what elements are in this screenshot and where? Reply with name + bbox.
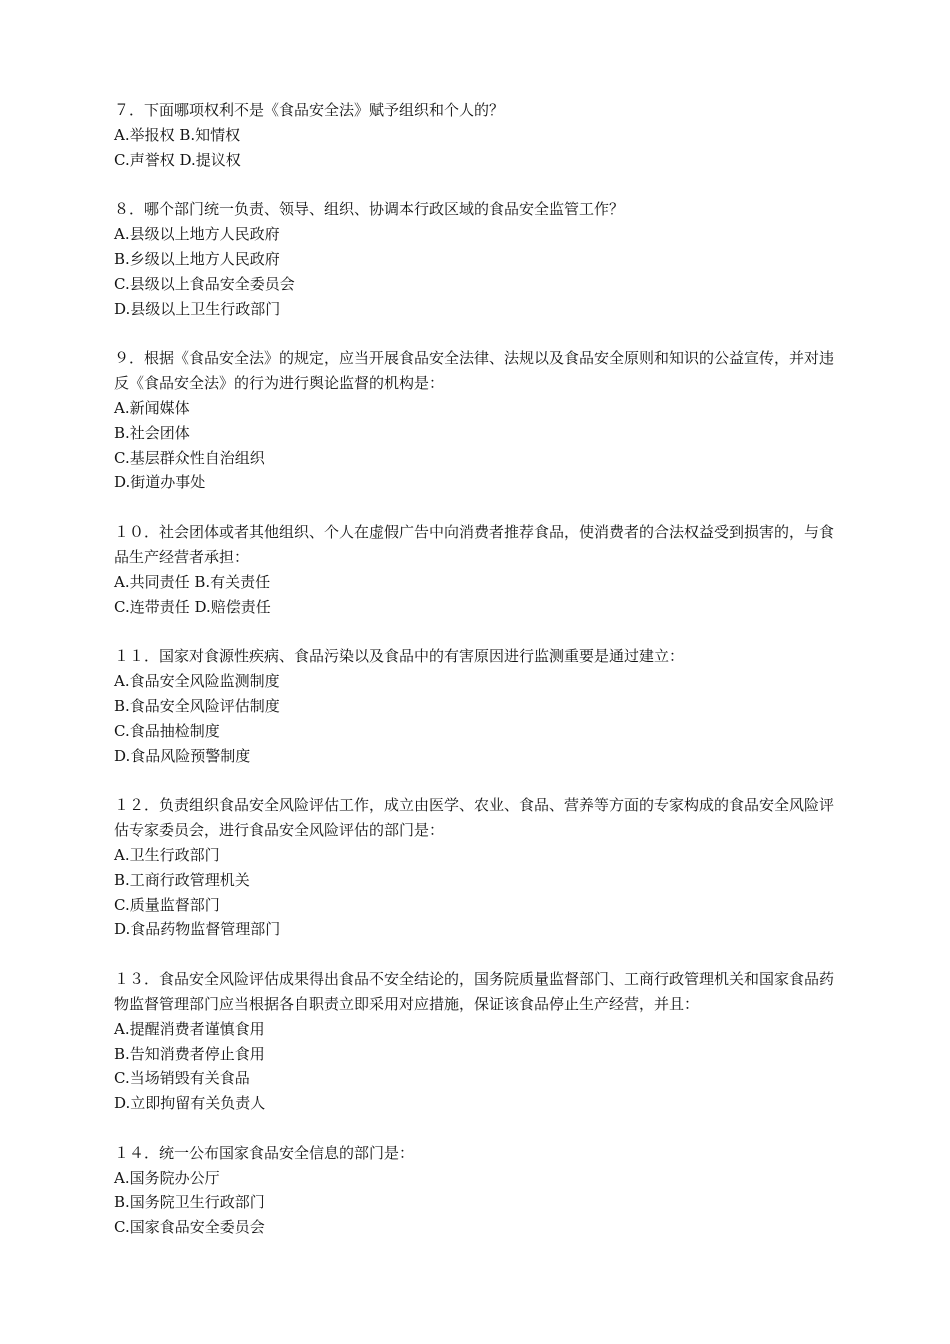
question-13	[114, 967, 844, 1116]
option-line: D.立即拘留有关负责人	[114, 1094, 266, 1113]
question-10	[114, 520, 844, 619]
option-line: B.乡级以上地方人民政府	[114, 249, 280, 268]
option-line: B.工商行政管理机关	[114, 870, 250, 889]
question-7	[114, 98, 844, 172]
option-line: C.县级以上食品安全委员会	[114, 274, 295, 293]
option-line: C.基层群众性自治组织	[114, 448, 265, 467]
document-page	[114, 98, 844, 1265]
option-line: C.当场销毁有关食品	[114, 1069, 250, 1088]
question-stem: ８．哪个部门统一负责、领导、组织、协调本行政区域的食品安全监管工作？	[114, 200, 625, 219]
option-line: A.提醒消费者谨慎食用	[114, 1019, 265, 1038]
question-stem: １４．统一公布国家食品安全信息的部门是：	[114, 1143, 415, 1162]
option-line: B.食品安全风险评估制度	[114, 696, 280, 715]
option-line: A.共同责任 B.有关责任	[114, 572, 271, 591]
question-9	[114, 346, 844, 495]
option-line: B.国务院卫生行政部门	[114, 1193, 265, 1212]
option-line: B.社会团体	[114, 423, 190, 442]
option-line: B.告知消费者停止食用	[114, 1044, 265, 1063]
option-line: C.国家食品安全委员会	[114, 1218, 265, 1237]
question-12	[114, 793, 844, 942]
option-line: D.食品风险预警制度	[114, 746, 251, 765]
option-line: C.声誉权 D.提议权	[114, 150, 241, 169]
option-line: C.质量监督部门	[114, 895, 220, 914]
question-stem: １３．食品安全风险评估成果得出食品不安全结论的，国务院质量监督部门、工商行政管理机关和国家食品药物监督管理部门应当根据各自职责立即采用对应措施，保证该食品停止生产经营，并且：	[114, 970, 835, 1013]
option-line: A.县级以上地方人民政府	[114, 225, 280, 244]
question-stem: １０．社会团体或者其他组织、个人在虚假广告中向消费者推荐食品，使消费者的合法权益受到损害的，与食品生产经营者承担：	[114, 523, 835, 566]
question-8	[114, 197, 844, 321]
question-stem: １１．国家对食源性疾病、食品污染以及食品中的有害原因进行监测重要是通过建立：	[114, 647, 685, 666]
option-line: D.县级以上卫生行政部门	[114, 299, 281, 318]
option-line: A.食品安全风险监测制度	[114, 672, 280, 691]
question-11	[114, 644, 844, 768]
option-line: C.食品抽检制度	[114, 721, 220, 740]
option-line: A.新闻媒体	[114, 398, 190, 417]
option-line: A.国务院办公厅	[114, 1168, 220, 1187]
question-14	[114, 1141, 844, 1240]
option-line: C.连带责任 D.赔偿责任	[114, 597, 271, 616]
option-line: A.举报权 B.知情权	[114, 125, 241, 144]
option-line: D.街道办事处	[114, 473, 206, 492]
question-stem: １２．负责组织食品安全风险评估工作，成立由医学、农业、食品、营养等方面的专家构成的食品安全风险评估专家委员会，进行食品安全风险评估的部门是：	[114, 796, 835, 840]
option-line: D.食品药物监督管理部门	[114, 920, 281, 939]
option-line: A.卫生行政部门	[114, 845, 220, 864]
question-stem: ７．下面哪项权利不是《食品安全法》赋予组织和个人的？	[114, 101, 505, 119]
question-stem: ９．根据《食品安全法》的规定，应当开展食品安全法律、法规以及食品安全原则和知识的公益宣传，并对违反《食品安全法》的行为进行舆论监督的机构是：	[114, 349, 835, 393]
